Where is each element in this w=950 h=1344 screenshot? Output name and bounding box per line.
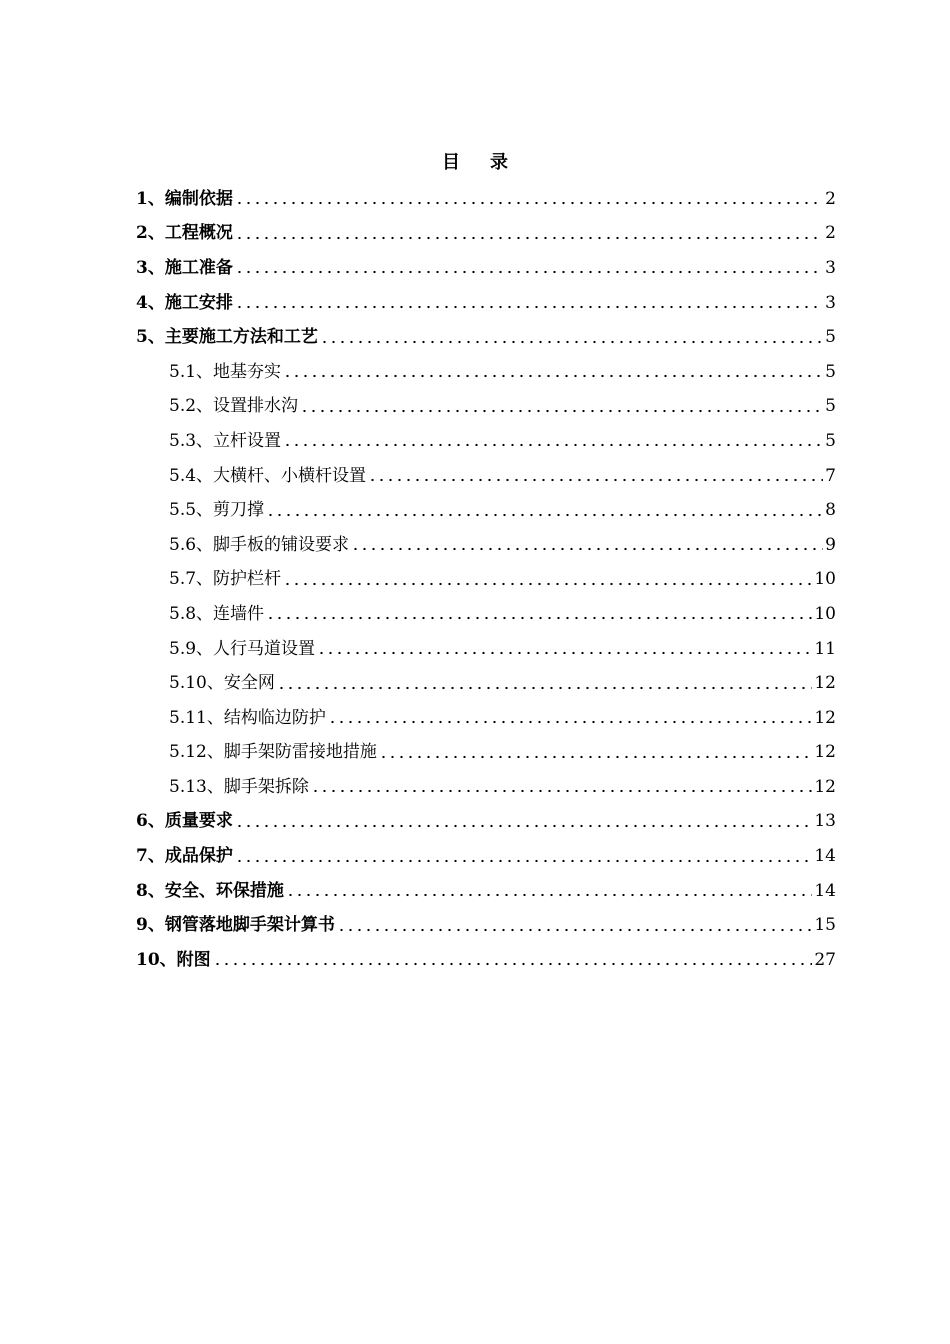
- toc-entry-page-number: 8: [825, 500, 836, 521]
- dot-leader: [235, 261, 823, 275]
- toc-entry-label: 5.5、剪刀撑: [169, 500, 265, 521]
- toc-entry[interactable]: [136, 908, 836, 943]
- toc-entry-label: 5、主要施工方法和工艺: [136, 327, 318, 348]
- dot-leader: [320, 331, 823, 345]
- dot-leader: [235, 227, 823, 241]
- toc-entry-label: 5.10、安全网: [169, 673, 275, 694]
- toc-entry-page-number: 5: [825, 327, 836, 348]
- toc-subentry[interactable]: [136, 493, 836, 528]
- toc-entry-label: 5.1、地基夯实: [169, 361, 282, 382]
- dot-leader: [235, 192, 823, 206]
- toc-list: [136, 182, 836, 978]
- toc-entry-page-number: 13: [814, 811, 836, 832]
- dot-leader: [317, 642, 812, 656]
- toc-entry-label: 6、质量要求: [136, 811, 233, 832]
- toc-entry-page-number: 14: [814, 880, 836, 901]
- toc-entry[interactable]: [136, 874, 836, 909]
- toc-entry-label: 5.7、防护栏杆: [169, 569, 282, 590]
- toc-entry-page-number: 2: [825, 188, 836, 209]
- toc-entry-label: 5.6、脚手板的铺设要求: [169, 534, 350, 555]
- toc-title-left: 目: [442, 152, 460, 173]
- toc-entry-label: 5.13、脚手架拆除: [169, 776, 309, 797]
- toc-entry[interactable]: [136, 182, 836, 217]
- toc-entry-page-number: 12: [814, 742, 836, 763]
- dot-leader: [283, 573, 812, 587]
- toc-entry-page-number: 3: [825, 292, 836, 313]
- toc-entry-page-number: 14: [814, 846, 836, 867]
- toc-subentry[interactable]: [136, 701, 836, 736]
- toc-subentry[interactable]: [136, 736, 836, 771]
- toc-subentry[interactable]: [136, 424, 836, 459]
- dot-leader: [311, 780, 813, 794]
- toc-entry-page-number: 2: [825, 223, 836, 244]
- toc-entry-label: 10、附图: [136, 949, 211, 970]
- toc-subentry[interactable]: [136, 770, 836, 805]
- toc-entry[interactable]: [136, 286, 836, 321]
- toc-entry-label: 5.9、人行马道设置: [169, 638, 316, 659]
- toc-entry[interactable]: [136, 943, 836, 978]
- toc-entry-label: 1、编制依据: [136, 188, 233, 209]
- toc-entry-page-number: 12: [814, 707, 836, 728]
- dot-leader: [379, 746, 813, 760]
- toc-entry-label: 5.11、结构临边防护: [169, 707, 326, 728]
- toc-entry[interactable]: [136, 805, 836, 840]
- toc-entry-label: 4、施工安排: [136, 292, 233, 313]
- dot-leader: [283, 365, 823, 379]
- toc-entry-page-number: 11: [814, 638, 836, 659]
- toc-entry-page-number: 10: [814, 569, 836, 590]
- dot-leader: [235, 296, 823, 310]
- dot-leader: [283, 434, 823, 448]
- toc-entry-page-number: 27: [814, 949, 836, 970]
- toc-title-right: 录: [490, 152, 508, 173]
- toc-entry-page-number: 3: [825, 257, 836, 278]
- toc-entry[interactable]: [136, 217, 836, 252]
- dot-leader: [337, 919, 813, 933]
- toc-entry-label: 5.8、连墙件: [169, 603, 265, 624]
- dot-leader: [368, 469, 823, 483]
- dot-leader: [300, 400, 823, 414]
- toc-entry-page-number: 7: [825, 465, 836, 486]
- toc-subentry[interactable]: [136, 597, 836, 632]
- toc-entry-label: 5.4、大横杆、小横杆设置: [169, 465, 367, 486]
- dot-leader: [235, 850, 813, 864]
- dot-leader: [266, 504, 823, 518]
- toc-subentry[interactable]: [136, 390, 836, 425]
- toc-entry-label: 5.12、脚手架防雷接地措施: [169, 742, 377, 763]
- toc-entry-page-number: 5: [825, 361, 836, 382]
- dot-leader: [213, 953, 813, 967]
- toc-entry-label: 5.2、设置排水沟: [169, 396, 299, 417]
- toc-entry-label: 7、成品保护: [136, 846, 233, 867]
- toc-entry-page-number: 5: [825, 430, 836, 451]
- toc-entry-page-number: 5: [825, 396, 836, 417]
- toc-subentry[interactable]: [136, 355, 836, 390]
- dot-leader: [266, 607, 812, 621]
- toc-entry-label: 2、工程概况: [136, 223, 233, 244]
- toc-entry-page-number: 10: [814, 603, 836, 624]
- toc-entry-label: 8、安全、环保措施: [136, 880, 284, 901]
- toc-entry[interactable]: [136, 320, 836, 355]
- toc-entry-page-number: 12: [814, 673, 836, 694]
- toc-subentry[interactable]: [136, 563, 836, 598]
- toc-entry-page-number: 12: [814, 776, 836, 797]
- dot-leader: [235, 815, 813, 829]
- toc-entry[interactable]: [136, 839, 836, 874]
- dot-leader: [351, 538, 823, 552]
- toc-entry-label: 5.3、立杆设置: [169, 430, 282, 451]
- toc-entry-label: 9、钢管落地脚手架计算书: [136, 915, 335, 936]
- toc-subentry[interactable]: [136, 459, 836, 494]
- dot-leader: [286, 884, 813, 898]
- toc-subentry[interactable]: [136, 632, 836, 667]
- dot-leader: [277, 677, 813, 691]
- toc-entry-label: 3、施工准备: [136, 257, 233, 278]
- toc-subentry[interactable]: [136, 528, 836, 563]
- toc-entry-page-number: 9: [825, 534, 836, 555]
- toc-title: [0, 148, 950, 174]
- toc-entry[interactable]: [136, 251, 836, 286]
- toc-subentry[interactable]: [136, 666, 836, 701]
- toc-entry-page-number: 15: [814, 915, 836, 936]
- dot-leader: [328, 711, 813, 725]
